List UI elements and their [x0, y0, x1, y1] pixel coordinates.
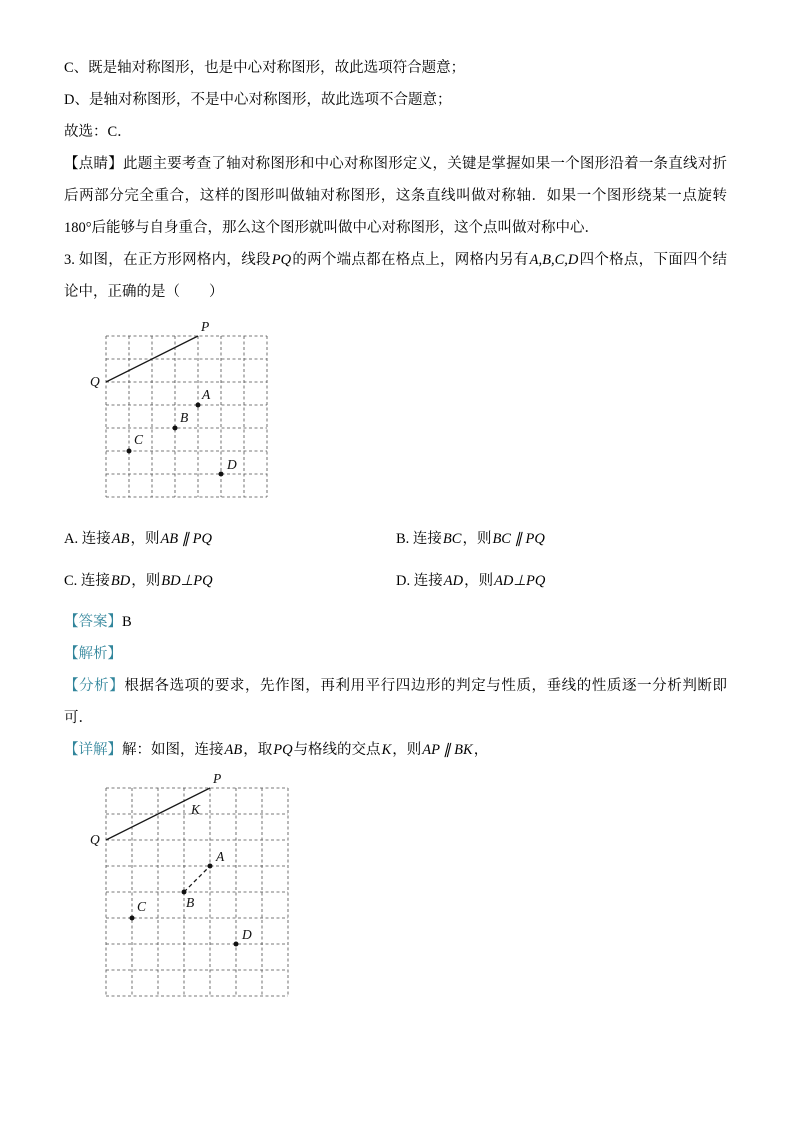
- point-label-A: A: [202, 387, 211, 402]
- text-run: 四个格点，下面四个结论中，正确的是（ ）: [64, 252, 728, 300]
- text-run: ，则: [130, 531, 160, 547]
- detail-text: [122, 742, 488, 758]
- answer-line: [64, 606, 727, 638]
- point-label-C: C: [137, 899, 147, 914]
- text-run: ，则: [464, 573, 494, 589]
- detail-label: 【详解】: [64, 742, 122, 758]
- prev-option-d-comment: D、是轴对称图形，不是中心对称图形，故此选项不合题意；: [64, 92, 452, 108]
- option-a: [64, 524, 396, 554]
- question-grid-figure: [86, 322, 281, 505]
- analysis-label: 【分析】: [64, 678, 125, 694]
- math-run: AD⊥PQ: [494, 573, 546, 589]
- point-label-C: C: [134, 432, 144, 447]
- point-label-P: P: [201, 322, 210, 334]
- point-label-D: D: [242, 927, 252, 942]
- text-run: D. 连接: [396, 573, 443, 589]
- analysis-header: [64, 638, 727, 670]
- math-run: BD⊥PQ: [161, 573, 213, 589]
- analysis-text: 根据各选项的要求，先作图，再利用平行四边形的判定与性质，垂线的性质逐一分析判断即可．: [64, 678, 727, 726]
- point-label-B: B: [180, 410, 189, 425]
- point-label-D: D: [227, 457, 237, 472]
- analysis-header-label: 【解析】: [64, 646, 122, 662]
- answer-value: B: [122, 614, 132, 630]
- point-label-K: K: [191, 802, 201, 817]
- prev-conclusion: 故选：C．: [64, 124, 132, 140]
- point-dot-A: [196, 403, 201, 408]
- prev-option-c-comment: C、既是轴对称图形，也是中心对称图形，故此选项符合题意；: [64, 60, 466, 76]
- point-label-Q: Q: [90, 374, 100, 389]
- text-run: 与格线的交点: [293, 742, 381, 758]
- solution-figure: [86, 774, 727, 1009]
- text-run: ，取: [243, 742, 273, 758]
- text-run: C. 连接: [64, 573, 110, 589]
- math-run: AP ∥ BK: [422, 742, 473, 758]
- math-run: BC: [442, 531, 462, 547]
- math-run: AD: [443, 573, 464, 589]
- math-run: A,B,C,D: [529, 252, 579, 268]
- text-run: ，则: [131, 573, 161, 589]
- remark-text: 此题主要考查了轴对称图形和中心对称图形定义，关键是掌握如果一个图形沿着一条直线对折后两部分完全重合，这样的图形叫做轴对称图形，这条直线叫做对称轴．如果一个图形绕某一点旋转 180°后能够与自身重合，那么这个图形就叫做中心对称图形，这个点叫做对称中心．: [64, 156, 728, 236]
- math-run: AB ∥ PQ: [160, 531, 212, 547]
- detail-line: [64, 734, 727, 766]
- text-run: 解：如图，连接: [122, 742, 224, 758]
- options-grid: [64, 524, 727, 596]
- math-run: AB: [224, 742, 243, 758]
- prev-remark: [64, 148, 727, 244]
- text-run: ，则: [392, 742, 422, 758]
- text-run: ，: [473, 742, 489, 758]
- point-dot-B: [173, 426, 178, 431]
- option-b: [396, 524, 727, 554]
- math-run: BD: [110, 573, 131, 589]
- question3-stem: [64, 244, 727, 308]
- math-run: BC ∥ PQ: [492, 531, 545, 547]
- math-run: PQ: [273, 742, 293, 758]
- math-run: PQ: [271, 252, 292, 268]
- point-label-Q: Q: [90, 832, 100, 847]
- point-label-P: P: [213, 774, 222, 786]
- segment-AB: [184, 866, 210, 892]
- point-dot-D: [234, 942, 239, 947]
- point-dot-C: [130, 916, 135, 921]
- point-label-B: B: [186, 895, 195, 910]
- point-dot-D: [219, 472, 224, 477]
- point-dot-A: [208, 864, 213, 869]
- text-run: A. 连接: [64, 531, 111, 547]
- question-figure: [86, 322, 727, 510]
- text-run: 的两个端点都在格点上，网格内另有: [292, 252, 529, 268]
- solution-grid-figure: [86, 774, 302, 1004]
- math-run: AB: [111, 531, 130, 547]
- point-label-A: A: [216, 849, 225, 864]
- point-dot-C: [127, 449, 132, 454]
- option-d: [396, 566, 727, 596]
- answer-label: 【答案】: [64, 614, 122, 630]
- math-run: K: [381, 742, 392, 758]
- text-run: ，则: [462, 531, 492, 547]
- option-c: [64, 566, 396, 596]
- remark-label: 【点睛】: [64, 156, 123, 172]
- analysis-line: [64, 670, 727, 734]
- text-run: B. 连接: [396, 531, 442, 547]
- point-dot-B: [182, 890, 187, 895]
- text-run: 3. 如图，在正方形网格内，线段: [64, 252, 271, 268]
